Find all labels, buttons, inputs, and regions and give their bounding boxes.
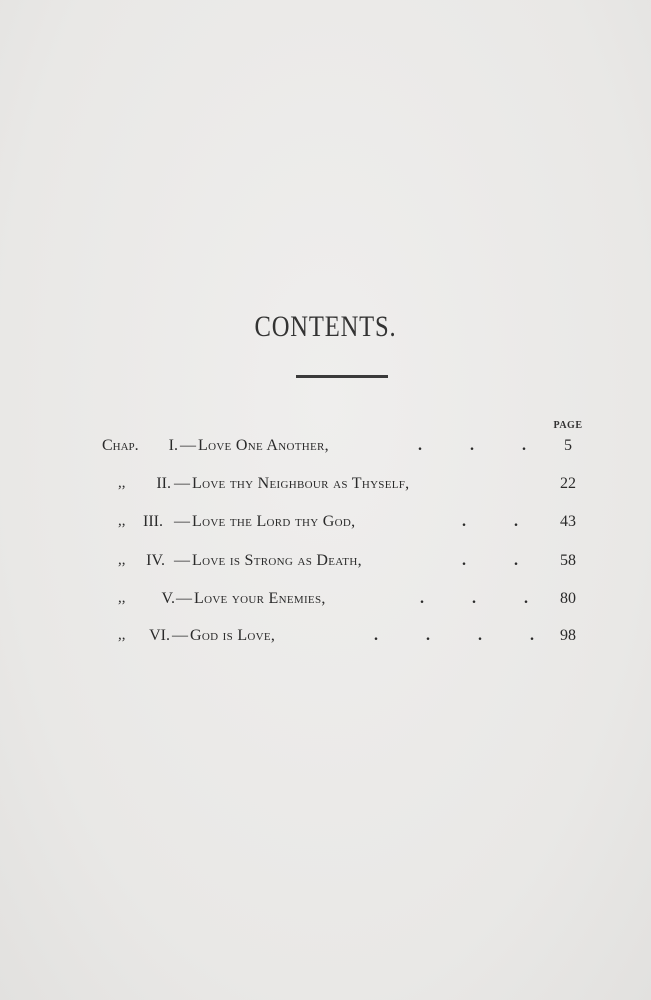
chapter-dash: — [180, 437, 196, 454]
chapter-numeral: VI. [149, 627, 170, 644]
chapter-title: God is Love, [190, 627, 276, 644]
chapter-title: Love your Enemies, [194, 590, 326, 607]
toc-entry-5[interactable] [0, 590, 651, 614]
leader-dots: . . . [418, 437, 548, 454]
toc-entry-2[interactable] [0, 475, 651, 499]
chapter-numeral: IV. [146, 552, 165, 569]
leader-dots: . . . [420, 590, 550, 607]
chapter-title: Love the Lord thy God, [192, 513, 356, 530]
toc-entry-3[interactable] [0, 513, 651, 537]
contents-heading: CONTENTS. [254, 310, 397, 343]
toc-entry-6[interactable] [0, 627, 651, 651]
page-number: 5 [564, 437, 572, 454]
leader-dots: . . [462, 552, 540, 569]
chapter-dash: — [174, 513, 190, 530]
chapter-dash: — [174, 552, 190, 569]
page-number: 98 [560, 627, 576, 644]
chapter-numeral: V. [161, 590, 175, 607]
ditto-mark: ,, [118, 590, 126, 606]
page-number: 43 [560, 513, 576, 530]
ditto-mark: ,, [118, 475, 126, 491]
toc-entry-4[interactable] [0, 552, 651, 576]
chapter-title: Love One Another, [198, 437, 329, 454]
chapter-title: Love is Strong as Death, [192, 552, 362, 569]
ditto-mark: ,, [118, 513, 126, 529]
chapter-numeral: I. [168, 437, 178, 454]
chapter-numeral: III. [143, 513, 163, 530]
chapter-dash: — [172, 627, 188, 644]
leader-dots: . . [462, 513, 540, 530]
chapter-dash: — [176, 590, 192, 607]
heading-rule [296, 375, 388, 378]
page-column-label: PAGE [553, 420, 583, 431]
page-number: 80 [560, 590, 576, 607]
chap-label: Chap. [102, 437, 139, 454]
ditto-mark: ,, [118, 627, 126, 643]
chapter-dash: — [174, 475, 190, 492]
toc-entry-1[interactable] [0, 437, 651, 461]
page-number: 58 [560, 552, 576, 569]
page-number: 22 [560, 475, 576, 492]
chapter-title: Love thy Neighbour as Thyself, [192, 475, 410, 492]
leader-dots: . . . . [374, 627, 556, 644]
ditto-mark: ,, [118, 552, 126, 568]
chapter-numeral: II. [156, 475, 171, 492]
